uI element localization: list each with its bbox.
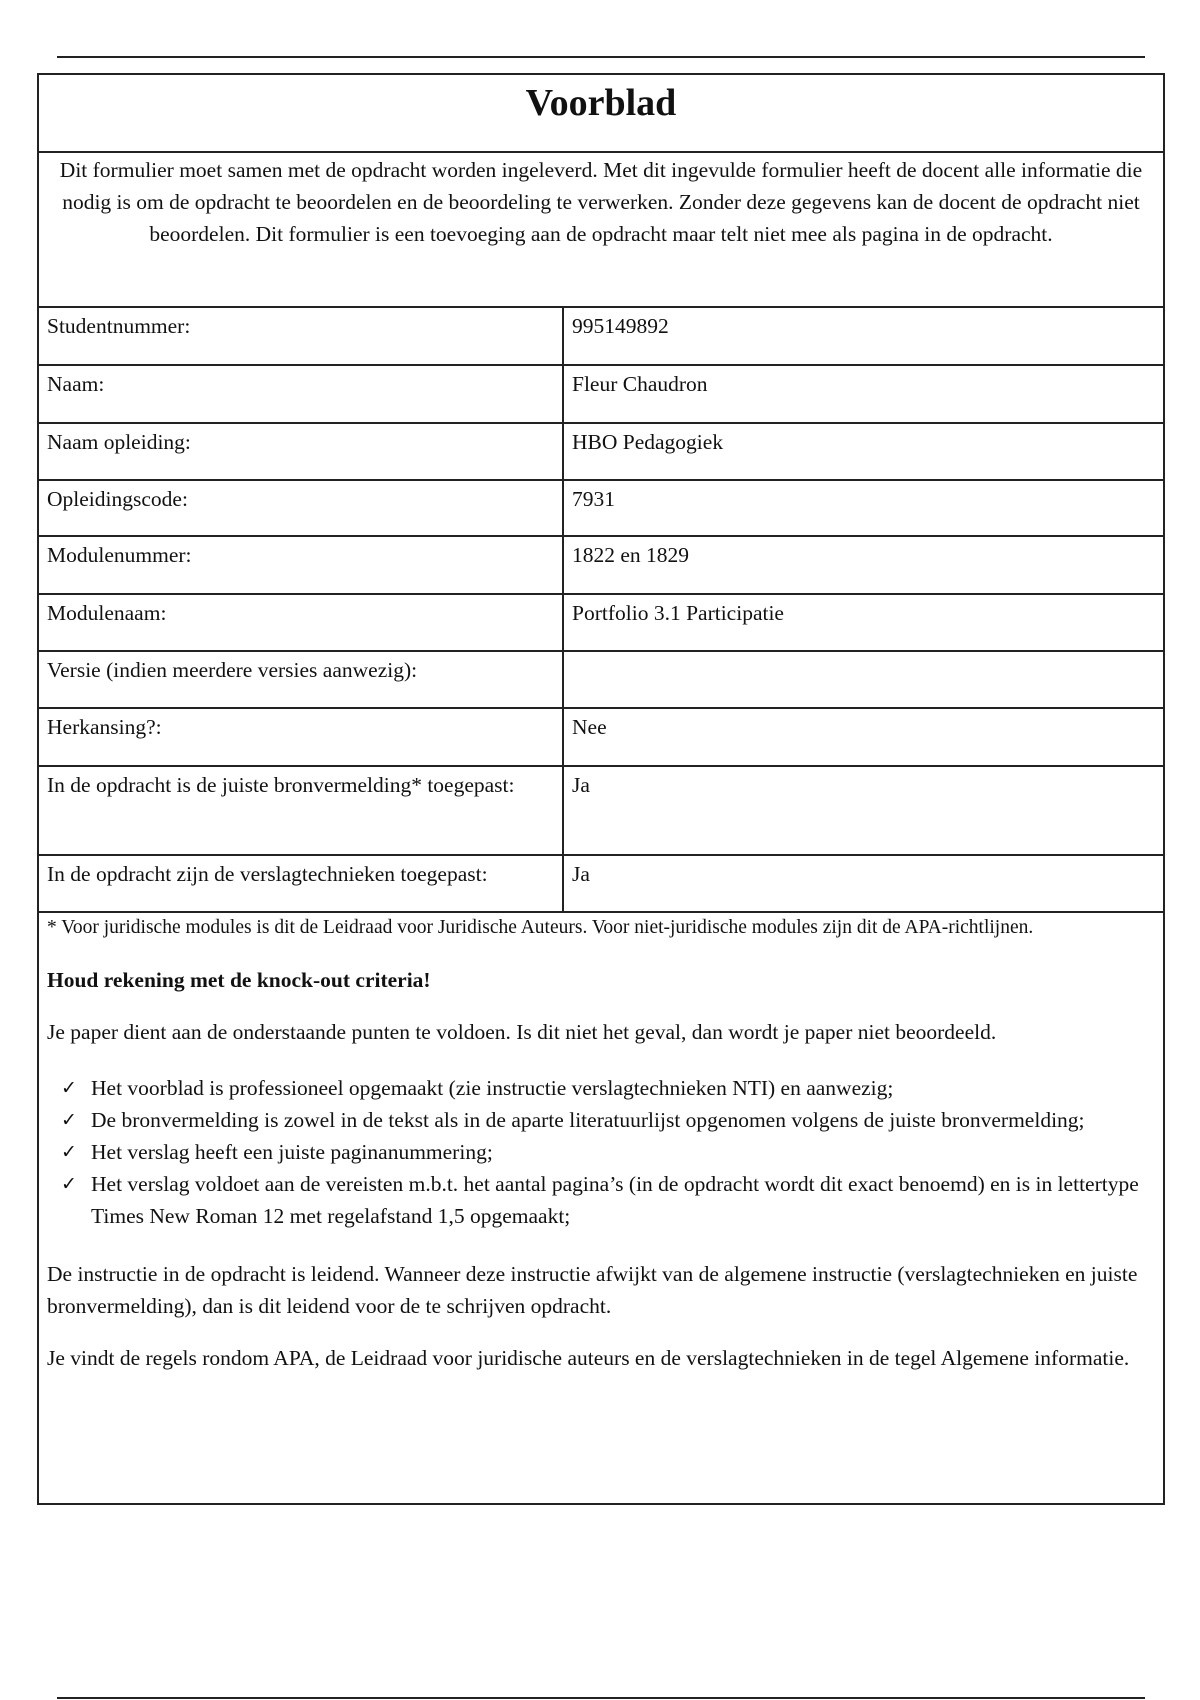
checkmark-icon: ✓ (61, 1109, 77, 1131)
table-row (39, 708, 1163, 766)
instructions-section (39, 913, 1163, 1374)
checklist-text: Het verslag voldoet aan de vereisten m.b.t. het aantal pagina’s (in de opdracht wordt dit exact benoemd) en is in lettertype Times New Roman 12 met regelafstand 1,5 opgemaakt; (91, 1172, 1139, 1228)
list-item (61, 1136, 1155, 1168)
field-label: Modulenaam: (39, 594, 563, 651)
footnote: * Voor juridische modules is dit de Leidraad voor Juridische Auteurs. Voor niet-juridische modules zijn dit de APA-richtlijnen. (47, 917, 1034, 938)
field-label: Naam opleiding: (39, 423, 563, 480)
table-row (39, 855, 1163, 912)
field-label: Naam: (39, 365, 563, 423)
knockout-checklist (47, 1072, 1155, 1232)
field-value: Ja (563, 855, 1163, 912)
field-value: Nee (563, 708, 1163, 766)
field-label: Versie (indien meerdere versies aanwezig): (39, 651, 563, 708)
field-label: In de opdracht zijn de verslagtechnieken toegepast: (39, 855, 563, 912)
checklist-text: Het verslag heeft een juiste paginanummering; (91, 1140, 493, 1164)
student-info-table (39, 308, 1163, 913)
field-value: 7931 (563, 480, 1163, 536)
table-row (39, 651, 1163, 708)
list-item (61, 1072, 1155, 1104)
title-box (39, 75, 1163, 153)
field-label: Modulenummer: (39, 536, 563, 594)
checkmark-icon: ✓ (61, 1141, 77, 1163)
field-value: 995149892 (563, 308, 1163, 365)
requirements-intro: Je paper dient aan de onderstaande punten te voldoen. Is dit niet het geval, dan wordt je paper niet beoordeeld. (47, 1020, 997, 1044)
intro-box (39, 153, 1163, 308)
instruction-note: De instructie in de opdracht is leidend. Wanneer deze instructie afwijkt van de algemene instructie (verslagtechnieken en juiste bronvermelding), dan is dit leidend voor de te schrijven opdracht. (47, 1262, 1138, 1318)
knockout-heading: Houd rekening met de knock-out criteria! (47, 968, 431, 992)
field-value: HBO Pedagogiek (563, 423, 1163, 480)
field-value (563, 651, 1163, 708)
field-value: Fleur Chaudron (563, 365, 1163, 423)
table-row (39, 480, 1163, 536)
cover-sheet-form (37, 73, 1165, 1505)
table-row (39, 766, 1163, 855)
field-label: Herkansing?: (39, 708, 563, 766)
list-item (61, 1104, 1155, 1136)
page-title: Voorblad (525, 82, 677, 124)
list-item (61, 1168, 1155, 1232)
table-row (39, 308, 1163, 365)
table-row (39, 536, 1163, 594)
field-label: Opleidingscode: (39, 480, 563, 536)
checkmark-icon: ✓ (61, 1173, 77, 1195)
table-row (39, 423, 1163, 480)
field-value: Ja (563, 766, 1163, 855)
rules-note: Je vindt de regels rondom APA, de Leidraad voor juridische auteurs en de verslagtechnieken in de tegel Algemene informatie. (47, 1346, 1130, 1370)
checklist-text: Het voorblad is professioneel opgemaakt (zie instructie verslagtechnieken NTI) en aanwezig; (91, 1076, 894, 1100)
table-row (39, 594, 1163, 651)
field-value: Portfolio 3.1 Participatie (563, 594, 1163, 651)
bottom-rule (57, 1697, 1145, 1699)
table-row (39, 365, 1163, 423)
field-label: Studentnummer: (39, 308, 563, 365)
checklist-text: De bronvermelding is zowel in de tekst als in de aparte literatuurlijst opgenomen volgens de juiste bronvermelding; (91, 1108, 1085, 1132)
intro-text: Dit formulier moet samen met de opdracht worden ingeleverd. Met dit ingevulde formulier heeft de docent alle informatie die nodig is om de opdracht te beoordelen en de beoordeling te verwerken. Zonder deze gegevens kan de docent de opdracht niet beoordelen. Dit formulier is een toevoeging aan de opdracht maar telt niet mee als pagina in de opdracht. (59, 158, 1143, 246)
checkmark-icon: ✓ (61, 1077, 77, 1099)
top-rule (57, 56, 1145, 58)
field-value: 1822 en 1829 (563, 536, 1163, 594)
field-label: In de opdracht is de juiste bronvermelding* toegepast: (39, 766, 563, 855)
